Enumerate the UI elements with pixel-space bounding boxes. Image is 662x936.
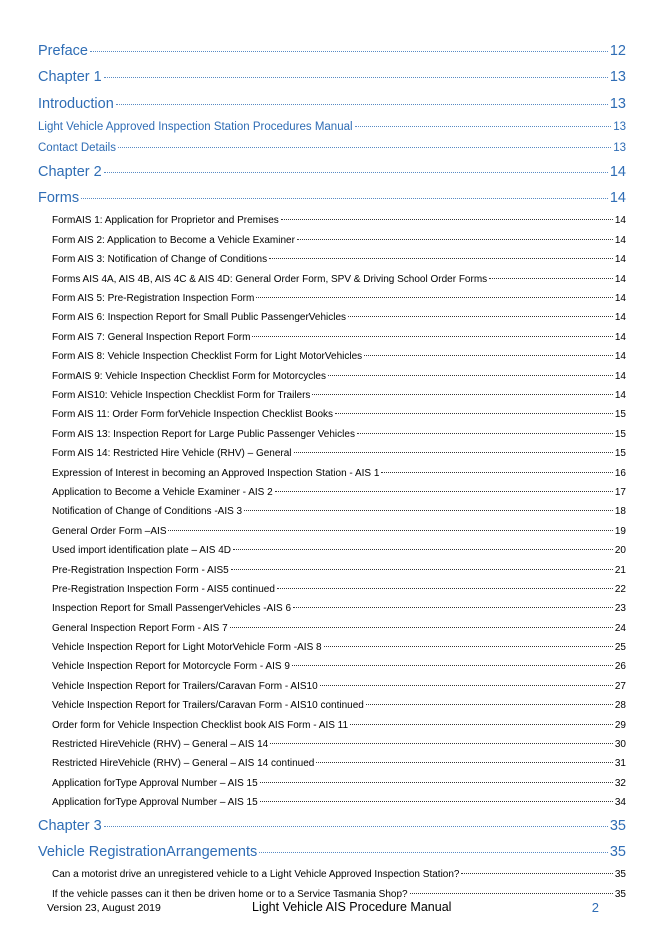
toc-entry[interactable] [38,541,626,560]
toc-entry[interactable] [38,754,626,773]
toc-dot-leader [168,530,612,531]
toc-entry-page: 24 [614,622,626,634]
toc-dot-leader [256,297,613,298]
toc-entry-page: 13 [613,141,626,154]
toc-entry-page: 13 [609,69,626,86]
toc-entry-page: 19 [614,525,626,537]
toc-dot-leader [233,549,613,550]
toc-dot-leader [366,704,613,705]
toc-dot-leader [259,852,608,853]
toc-entry-title: Forms [38,190,80,207]
toc-entry-page: 15 [614,409,626,421]
toc-dot-leader [320,685,613,686]
toc-entry-page: 14 [614,293,626,305]
toc-entry-page: 28 [614,700,626,712]
toc-entry[interactable] [38,91,626,117]
toc-entry-page: 26 [614,661,626,673]
toc-entry-page: 31 [614,758,626,770]
toc-entry-page: 23 [614,603,626,615]
toc-entry-title: Inspection Report for Small PassengerVehicles -AIS 6 [52,603,292,615]
toc-entry-page: 32 [614,777,626,789]
toc-entry-title: Vehicle Inspection Report for Trailers/Caravan Form - AIS10 [52,680,318,692]
toc-entry-title: Form AIS10: Vehicle Inspection Checklist Form for Trailers [52,390,311,401]
toc-dot-leader [410,893,613,894]
toc-entry-title: Application to Become a Vehicle Examiner - AIS 2 [52,486,273,498]
footer-page-number: 2 [591,900,599,915]
toc-entry-title: Used import identification plate – AIS 4D [52,545,231,557]
toc-entry-title: General Inspection Report Form - AIS 7 [52,622,228,634]
toc-entry[interactable] [38,138,626,159]
toc-entry-title: Form AIS 8: Vehicle Inspection Checklist Form for Light MotorVehicles [52,351,363,363]
toc-dot-leader [324,646,613,647]
toc-dot-leader [335,413,613,414]
toc-dot-leader [118,147,611,148]
toc-entry-page: 13 [613,120,626,133]
toc-dot-leader [348,316,613,317]
toc-entry-page: 14 [614,370,626,382]
toc-entry-title: Light Vehicle Approved Inspection Station Procedures Manual [38,120,353,133]
toc-entry-page: 15 [614,428,626,440]
toc-entry-page: 13 [609,95,626,112]
toc-entry-page: 18 [614,506,626,518]
toc-entry-page: 35 [609,843,626,860]
toc-entry-page: 14 [614,215,626,227]
toc-entry-page: 14 [614,234,626,246]
toc-entry[interactable] [38,793,626,812]
toc-entry[interactable] [38,696,626,715]
toc-entry-page: 34 [614,797,626,809]
toc-dot-leader [328,375,613,376]
toc-entry[interactable] [38,483,626,502]
toc-entry-title: Application forType Approval Number – AIS 15 [52,797,258,809]
toc-entry-title: Pre-Registration Inspection Form - AIS5 continued [52,583,275,595]
toc-entry[interactable] [38,405,626,424]
toc-dot-leader [381,472,612,473]
toc-entry-title: FormAIS 9: Vehicle Inspection Checklist Form for Motorcycles [52,370,326,382]
toc-entry-page: 14 [614,312,626,324]
toc-entry-page: 17 [614,486,626,498]
toc-entry-page: 14 [614,331,626,343]
toc-entry-title: Expression of Interest in becoming an Approved Inspection Station - AIS 1 [52,467,380,479]
toc-entry[interactable] [38,250,626,269]
toc-entry[interactable] [38,619,626,638]
toc-entry-title: Vehicle Inspection Report for Light MotorVehicle Form -AIS 8 [52,642,322,654]
toc-entry-title: Introduction [38,95,114,112]
toc-entry[interactable] [38,425,626,444]
toc-entry[interactable] [38,865,626,884]
toc-entry-page: 35 [609,817,626,834]
toc-entry-title: If the vehicle passes can it then be driven home or to a Service Tasmania Shop? [52,888,408,900]
toc-dot-leader [116,104,608,105]
toc-dot-leader [357,433,613,434]
toc-entry[interactable] [38,580,626,599]
toc-dot-leader [260,782,613,783]
page-footer [47,896,599,920]
toc-entry-page: 14 [609,190,626,207]
toc-entry-page: 14 [609,163,626,180]
toc-entry-page: 22 [614,583,626,595]
toc-dot-leader [275,491,613,492]
toc-dot-leader [269,258,613,259]
toc-dot-leader [252,336,612,337]
toc-entry[interactable] [38,638,626,657]
toc-entry[interactable] [38,328,626,347]
toc-entry-page: 14 [614,254,626,266]
toc-dot-leader [104,826,608,827]
toc-entry-title: Form AIS 3: Notification of Change of Conditions [52,254,268,266]
toc-entry-page: 15 [614,448,626,460]
toc-entry-title: Restricted HireVehicle (RHV) – General – AIS 14 [52,739,269,751]
toc-entry-title: Preface [38,43,88,59]
toc-entry-title: Form AIS 2: Application to Become a Vehicle Examiner [52,234,295,246]
toc-entry-title: Pre-Registration Inspection Form - AIS5 [52,564,229,576]
toc-entry-title: Form AIS 14: Restricted Hire Vehicle (RHV) – General [52,448,292,460]
toc-entry[interactable] [38,159,626,185]
toc-entry-title: Vehicle RegistrationArrangements [38,843,258,860]
toc-entry-title: Chapter 3 [38,817,102,834]
toc-entry-page: 29 [614,719,626,731]
toc-entry-title: General Order Form –AIS [52,525,167,537]
toc-entry[interactable] [38,270,626,289]
toc-dot-leader [270,743,613,744]
toc-entry-page: 35 [614,869,626,881]
toc-entry[interactable] [38,367,626,386]
toc-entry[interactable] [38,561,626,580]
toc-dot-leader [104,172,608,173]
toc-entry[interactable] [38,231,626,250]
toc-entry-title: Restricted HireVehicle (RHV) – General – AIS 14 continued [52,758,315,770]
footer-title: Light Vehicle AIS Procedure Manual [252,900,452,914]
toc-entry-title: Can a motorist drive an unregistered vehicle to a Light Vehicle Approved Inspection Station? [52,869,460,881]
footer-version: Version 23, August 2019 [47,902,161,914]
toc-entry[interactable] [38,444,626,463]
toc-entry[interactable] [38,657,626,676]
toc-dot-leader [355,126,612,127]
toc-dot-leader [294,452,613,453]
toc-dot-leader [297,239,613,240]
toc-entry-page: 16 [614,467,626,479]
table-of-contents [38,38,626,904]
toc-entry-title: Vehicle Inspection Report for Trailers/Caravan Form - AIS10 continued [52,700,364,712]
toc-entry[interactable] [38,117,626,138]
toc-entry-page: 27 [614,680,626,692]
toc-entry-page: 25 [614,642,626,654]
toc-entry-page: 30 [614,739,626,751]
toc-dot-leader [90,51,608,52]
toc-entry[interactable] [38,38,626,64]
toc-dot-leader [260,801,613,802]
toc-entry-title: Form AIS 5: Pre-Registration Inspection Form [52,293,255,305]
toc-entry-page: 21 [614,564,626,576]
toc-dot-leader [230,627,613,628]
toc-entry[interactable] [38,502,626,521]
toc-entry-title: Chapter 2 [38,163,102,180]
toc-entry[interactable] [38,522,626,541]
toc-entry-title: Forms AIS 4A, AIS 4B, AIS 4C & AIS 4D: General Order Form, SPV & Driving School Order Forms [52,273,488,285]
toc-entry[interactable] [38,185,626,211]
toc-entry-page: 35 [614,888,626,900]
toc-dot-leader [489,278,613,279]
toc-dot-leader [292,665,613,666]
toc-entry-title: Notification of Change of Conditions -AIS 3 [52,506,243,518]
toc-dot-leader [81,198,608,199]
toc-entry-page: 14 [614,351,626,363]
toc-dot-leader [461,873,612,874]
toc-entry[interactable] [38,774,626,793]
toc-entry-page: 14 [614,273,626,285]
toc-entry[interactable] [38,386,626,405]
toc-entry-title: Application forType Approval Number – AIS 15 [52,777,258,789]
toc-entry-page: 12 [609,43,626,59]
toc-entry[interactable] [38,839,626,865]
toc-entry[interactable] [38,677,626,696]
toc-entry[interactable] [38,289,626,308]
toc-dot-leader [350,724,613,725]
toc-dot-leader [364,355,613,356]
toc-entry[interactable] [38,211,626,230]
toc-entry-title: Chapter 1 [38,69,102,86]
toc-entry-title: Form AIS 6: Inspection Report for Small Public PassengerVehicles [52,312,347,324]
toc-entry-title: Order form for Vehicle Inspection Checklist book AIS Form - AIS 11 [52,719,349,731]
toc-entry-title: Form AIS 11: Order Form forVehicle Inspection Checklist Books [52,409,334,421]
toc-entry[interactable] [38,464,626,483]
toc-entry[interactable] [38,813,626,839]
toc-entry-page: 20 [614,545,626,557]
toc-entry[interactable] [38,347,626,366]
toc-entry[interactable] [38,599,626,618]
toc-entry[interactable] [38,64,626,90]
toc-entry[interactable] [38,735,626,754]
toc-entry-title: FormAIS 1: Application for Proprietor and Premises [52,215,279,227]
toc-entry-title: Form AIS 7: General Inspection Report Form [52,331,251,343]
toc-dot-leader [293,607,613,608]
toc-entry-title: Contact Details [38,141,116,154]
toc-dot-leader [316,762,613,763]
toc-entry[interactable] [38,308,626,327]
toc-entry-page: 14 [614,390,626,401]
toc-dot-leader [277,588,613,589]
toc-entry-title: Form AIS 13: Inspection Report for Large Public Passenger Vehicles [52,428,355,440]
toc-dot-leader [231,569,613,570]
toc-dot-leader [244,510,613,511]
toc-dot-leader [281,219,613,220]
toc-entry[interactable] [38,716,626,735]
toc-dot-leader [104,77,608,78]
toc-entry-title: Vehicle Inspection Report for Motorcycle Form - AIS 9 [52,661,290,673]
toc-dot-leader [312,394,612,395]
